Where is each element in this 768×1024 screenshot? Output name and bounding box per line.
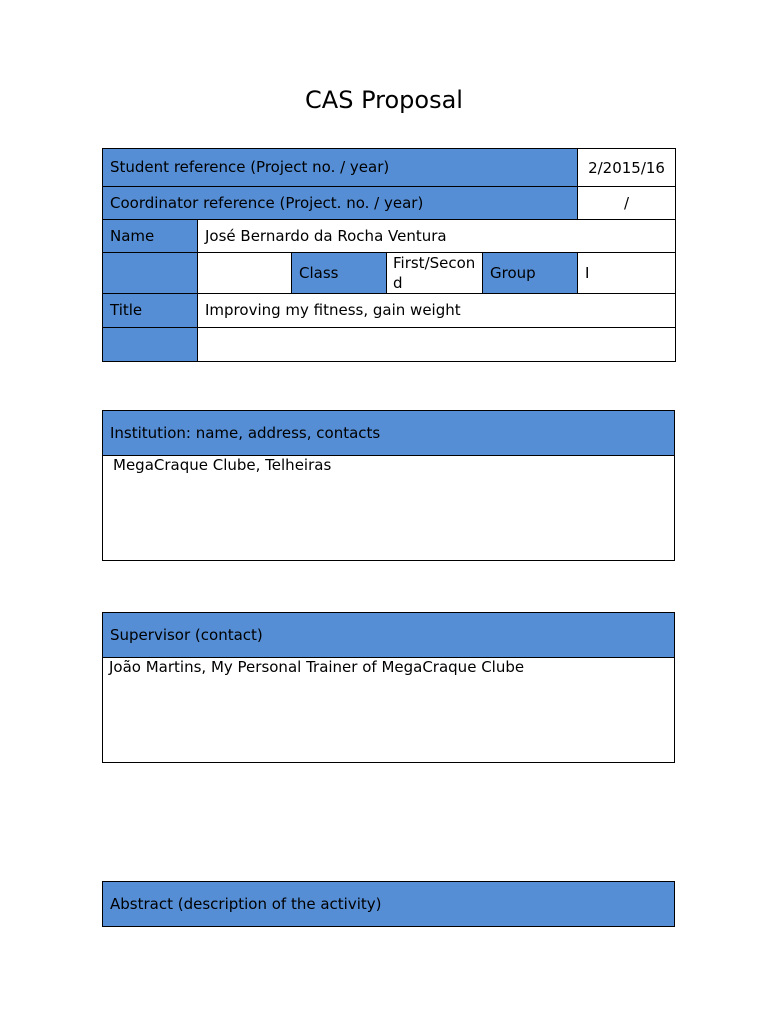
group-label: Group xyxy=(483,253,578,294)
student-reference-row xyxy=(103,149,676,187)
coordinator-reference-label: Coordinator reference (Project. no. / year) xyxy=(103,187,578,220)
group-value[interactable]: I xyxy=(578,253,676,294)
abstract-heading: Abstract (description of the activity) xyxy=(103,882,674,926)
project-info-table xyxy=(102,148,676,362)
page-title: CAS Proposal xyxy=(305,86,463,114)
title-value[interactable]: Improving my fitness, gain weight xyxy=(198,294,676,328)
blank-row-value[interactable] xyxy=(198,328,676,362)
name-label: Name xyxy=(103,220,198,253)
name-value[interactable]: José Bernardo da Rocha Ventura xyxy=(198,220,676,253)
coordinator-reference-row xyxy=(103,187,676,220)
student-reference-value[interactable]: 2/2015/16 xyxy=(578,149,676,187)
institution-section xyxy=(102,410,675,561)
supervisor-heading: Supervisor (contact) xyxy=(103,613,674,658)
institution-value[interactable]: MegaCraque Clube, Telheiras xyxy=(113,456,332,474)
name-row xyxy=(103,220,676,253)
blank-label-cell xyxy=(103,253,198,294)
blank-row-label xyxy=(103,328,198,362)
class-value[interactable]: First/Second xyxy=(387,253,483,294)
class-label: Class xyxy=(292,253,387,294)
student-reference-label: Student reference (Project no. / year) xyxy=(103,149,578,187)
coordinator-reference-value[interactable]: / xyxy=(578,187,676,220)
supervisor-section xyxy=(102,612,675,763)
title-row xyxy=(103,294,676,328)
blank-value-cell[interactable] xyxy=(198,253,292,294)
supervisor-value[interactable]: João Martins, My Personal Trainer of MegaCraque Clube xyxy=(109,658,525,676)
blank-row xyxy=(103,328,676,362)
abstract-section xyxy=(102,881,675,927)
institution-heading: Institution: name, address, contacts xyxy=(103,411,674,456)
class-group-row xyxy=(103,253,676,294)
title-label: Title xyxy=(103,294,198,328)
